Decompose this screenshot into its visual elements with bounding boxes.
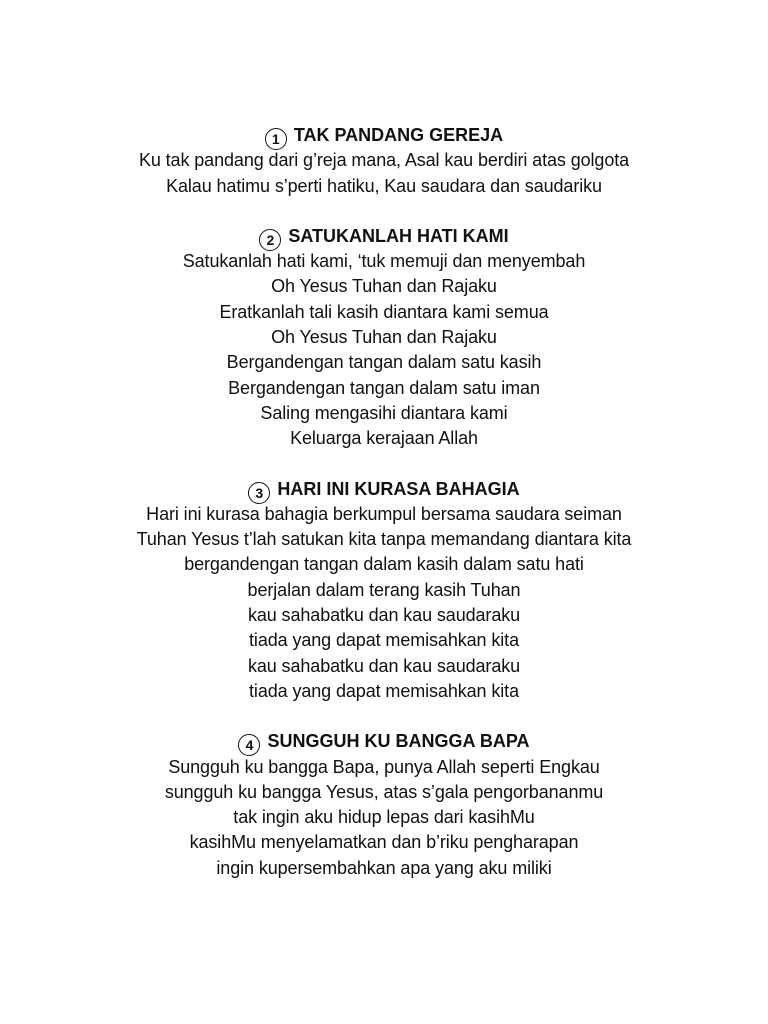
circled-number-icon: 4 xyxy=(238,734,260,756)
song-title xyxy=(0,123,768,148)
lyric-line: Tuhan Yesus t’lah satukan kita tanpa memandang diantara kita xyxy=(136,529,632,550)
lyric-line: Sungguh ku bangga Bapa, punya Allah seperti Engkau xyxy=(168,756,600,777)
song-title-text: TAK PANDANG GEREJA xyxy=(293,125,504,145)
lyric-line: Kalau hatimu s’perti hatiku, Kau saudara dan saudariku xyxy=(166,175,602,196)
lyric-line: Keluarga kerajaan Allah xyxy=(290,428,478,449)
lyric-line: kau sahabatku dan kau saudaraku xyxy=(247,655,521,676)
song-3 xyxy=(0,477,768,705)
lyric-line: Oh Yesus Tuhan dan Rajaku xyxy=(271,276,497,297)
lyric-line: Ku tak pandang dari g’reja mana, Asal kau berdiri atas golgota xyxy=(138,150,630,171)
lyric-line: kasihMu menyelamatkan dan b’riku pengharapan xyxy=(189,832,579,853)
lyric-line: berjalan dalam terang kasih Tuhan xyxy=(247,579,521,600)
song-title xyxy=(0,477,768,502)
song-1 xyxy=(0,123,768,199)
lyric-line: Oh Yesus Tuhan dan Rajaku xyxy=(271,327,497,348)
lyric-line: tiada yang dapat memisahkan kita xyxy=(249,680,519,701)
lyrics-page xyxy=(0,123,768,906)
lyric-line: Satukanlah hati kami, ‘tuk memuji dan menyembah xyxy=(182,251,586,272)
song-title-text: SUNGGUH KU BANGGA BAPA xyxy=(267,731,530,752)
lyric-line: tak ingin aku hidup lepas dari kasihMu xyxy=(233,807,535,828)
circled-number-icon: 2 xyxy=(259,229,281,251)
song-title-text: HARI INI KURASA BAHAGIA xyxy=(277,478,520,499)
lyric-line: sungguh ku bangga Yesus, atas s’gala pengorbananmu xyxy=(164,781,604,802)
lyric-line: Eratkanlah tali kasih diantara kami semua xyxy=(219,301,549,322)
lyric-line: tiada yang dapat memisahkan kita xyxy=(249,630,519,651)
song-title xyxy=(0,729,768,754)
lyric-line: Hari ini kurasa bahagia berkumpul bersama saudara seiman xyxy=(146,503,622,524)
lyric-line: kau sahabatku dan kau saudaraku xyxy=(247,605,521,626)
circled-number-icon: 3 xyxy=(248,482,270,504)
lyric-line: Bergandengan tangan dalam satu iman xyxy=(228,377,540,398)
lyric-line: ingin kupersembahkan apa yang aku miliki xyxy=(216,857,552,878)
lyric-line: Saling mengasihi diantara kami xyxy=(260,402,508,423)
song-title-text: SATUKANLAH HATI KAMI xyxy=(288,225,509,246)
song-4 xyxy=(0,729,768,881)
song-title xyxy=(0,224,768,249)
circled-number-icon: 1 xyxy=(265,128,287,150)
lyric-line: bergandengan tangan dalam kasih dalam satu hati xyxy=(184,554,584,575)
song-2 xyxy=(0,224,768,452)
lyric-line: Bergandengan tangan dalam satu kasih xyxy=(226,352,542,373)
